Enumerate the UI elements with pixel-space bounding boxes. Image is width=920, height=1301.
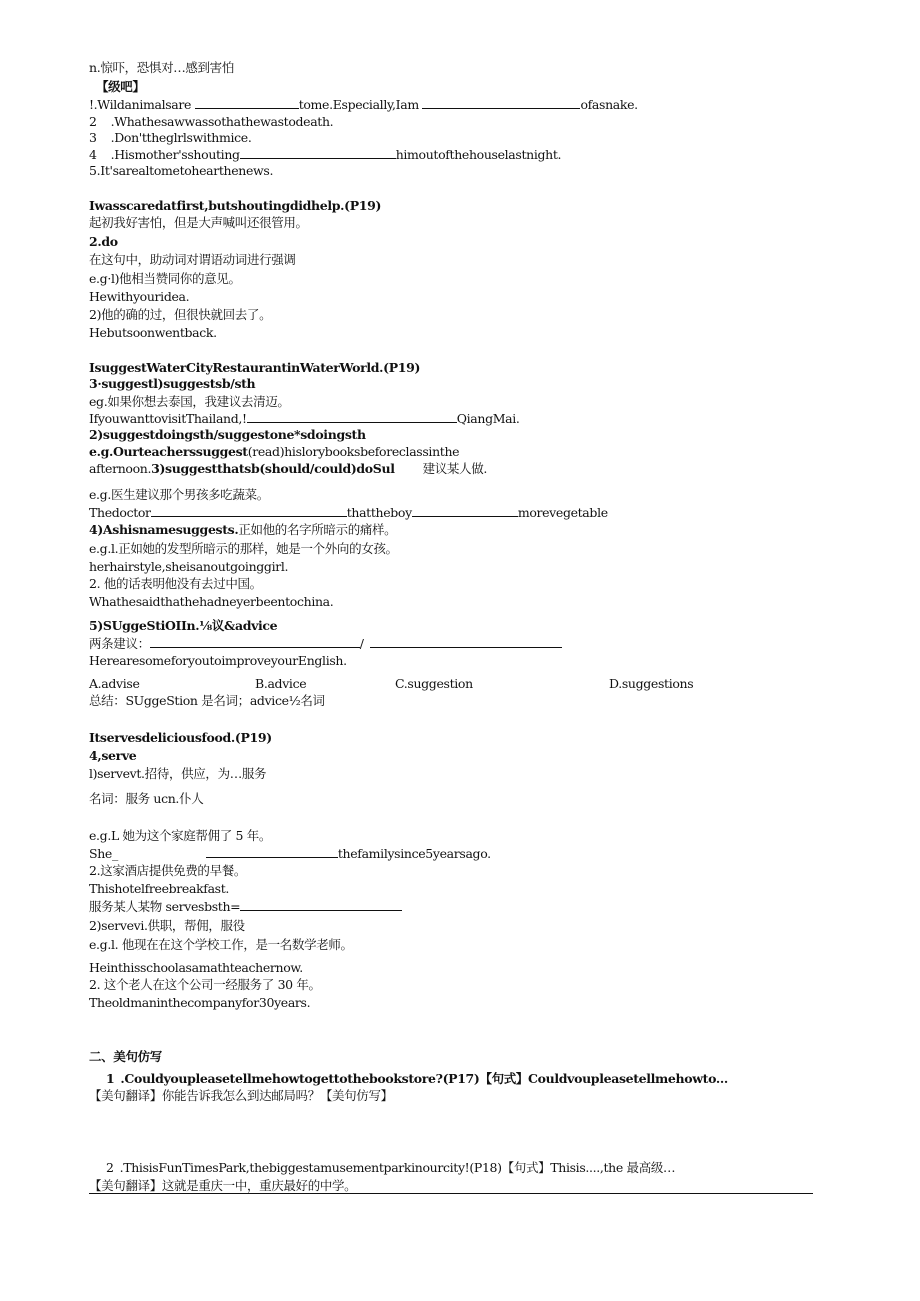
option-a[interactable]: A.advise [89, 676, 140, 691]
definition: 2)servevi.供职，帮佣，服役 [89, 918, 245, 933]
answer-blank[interactable] [206, 846, 338, 858]
exercise-5: 5.It'sarealtometohearthenews. [89, 163, 274, 178]
option-b[interactable]: B.advice [255, 676, 307, 691]
answer-blank[interactable] [151, 505, 347, 517]
example-en: HerearesomeforyoutoimproveyourEnglish. [89, 653, 347, 668]
sentence-title-3: Itservesdeliciousfood.(P19) [89, 730, 272, 745]
point-heading: 4)Ashisnamesuggests.正如他的名字所暗示的痛样。 [89, 522, 397, 537]
example: 2. 这个老人在这个公司一经服务了 30 年。 [89, 977, 321, 992]
example-en: Thishotelfreebreakfast. [89, 881, 230, 896]
answer-blank[interactable] [240, 899, 402, 911]
translation: 起初我好害怕，但是大声喊叫还很管用。 [89, 215, 308, 230]
answer-blank[interactable] [240, 147, 396, 159]
example: 2.这家酒店提供免费的早餐。 [89, 863, 247, 878]
example-en: e.g.Ourteacherssuggest(read)hislorybooksbeforeclassinthe [89, 444, 460, 459]
example: e.g.l.正如她的发型所暗示的那样，她是一个外向的女孩。 [89, 541, 398, 556]
point-heading: 5)SUggeStiOIIn.⅛议&advice [89, 618, 278, 633]
example-en: afternoon.3)suggestthatsb(should/could)doSul 建议某人做. [89, 461, 487, 476]
two-suggestions: 两条建议： / [89, 636, 562, 652]
sentence-title-1: Iwasscaredatfirst,butshoutingdidhelp.(P19) [89, 198, 382, 213]
example: 2)他的确的过，但很快就回去了。 [89, 307, 272, 322]
option-c[interactable]: C.suggestion [395, 676, 473, 691]
note: 在这句中，助动词对谓语动词进行强调 [89, 252, 296, 267]
practice-heading: 【级吧】 [96, 79, 145, 94]
model-sentence-1: 1 .Couldyoupleasetellmehowtogettothebookstore?(P17)【句式】Couldvoupleasetellmehowto... [106, 1071, 728, 1086]
point-heading: 4,serve [89, 748, 137, 763]
example-en: She_ thefamilysince5yearsago. [89, 846, 491, 861]
example-en: Heinthisschoolasamathteachernow. [89, 960, 303, 975]
point-heading: 3·suggestl)suggestsb/sth [89, 376, 256, 391]
example-en: Whathesaidthathehadneyerbeentochina. [89, 594, 334, 609]
example: eg.如果你想去泰国，我建议去清迈。 [89, 394, 290, 409]
example: e.g.L 她为这个家庭帮佣了 5 年。 [89, 828, 272, 843]
example-en: Hewithyouridea. [89, 289, 190, 304]
answer-blank[interactable] [422, 97, 580, 109]
point-heading: 2)suggestdoingsth/suggestone*sdoingsth [89, 427, 366, 442]
exercise-4: 4 .Hismother'sshouting himoutofthehouselastnight. [89, 147, 562, 162]
example: e.g·l)他相当赞同你的意见。 [89, 271, 241, 286]
example-en: IfyouwanttovisitThailand,! QiangMai. [89, 411, 520, 426]
option-d[interactable]: D.suggestions [609, 676, 694, 691]
exercise-2: 2 .Whathesawwassothathewastodeath. [89, 114, 334, 129]
answer-blank[interactable] [150, 636, 360, 648]
example-en: Theoldmaninthecompanyfor30years. [89, 995, 311, 1010]
example: 服务某人某物 servesbsth= [89, 899, 402, 915]
divider [89, 1193, 813, 1194]
example: 2. 他的话表明他没有去过中国。 [89, 576, 262, 591]
noun-form: 名词：服务 ucn.仆人 [89, 791, 204, 806]
sentence-title-2: IsuggestWaterCityRestaurantinWaterWorld.(P19) [89, 360, 421, 375]
example: e.g.l. 他现在在这个学校工作，是一名数学老师。 [89, 937, 353, 952]
example-en: Thedoctor thattheboy morevegetable [89, 505, 608, 520]
answer-blank[interactable] [370, 636, 562, 648]
summary: 总结：SUggeStion 是名词；advice½名词 [89, 693, 325, 708]
section-title: 二、美句仿写 [89, 1049, 162, 1064]
answer-blank[interactable] [195, 97, 299, 109]
definition: l)servevt.招待，供应，为…服务 [89, 766, 267, 781]
answer-blank[interactable] [412, 505, 518, 517]
model-sentence-2: 2 .ThisisFunTimesPark,thebiggestamusementparkinourcity!(P18)【句式】Thisis....,the 最高级… [106, 1160, 676, 1175]
example-en: herhairstyle,sheisanoutgoinggirl. [89, 559, 289, 574]
vocab-note: n.惊吓，恐惧对…感到害怕 [89, 60, 234, 75]
answer-blank[interactable] [247, 411, 457, 423]
model-translation-1: 【美句翻译】你能告诉我怎么到达邮局吗？【美句仿写】 [89, 1088, 393, 1103]
point-heading: 2.do [89, 234, 118, 249]
example: e.g.医生建议那个男孩多吃蔬菜。 [89, 487, 269, 502]
model-translation-2: 【美句翻译】这就是重庆一中，重庆最好的中学。 [89, 1178, 357, 1193]
exercise-3: 3 .Don'ttheglrlswithmice. [89, 130, 252, 145]
exercise-1: !.Wildanimalsare tome.Especially,Iam ofasnake. [89, 97, 638, 112]
example-en: Hebutsoonwentback. [89, 325, 217, 340]
